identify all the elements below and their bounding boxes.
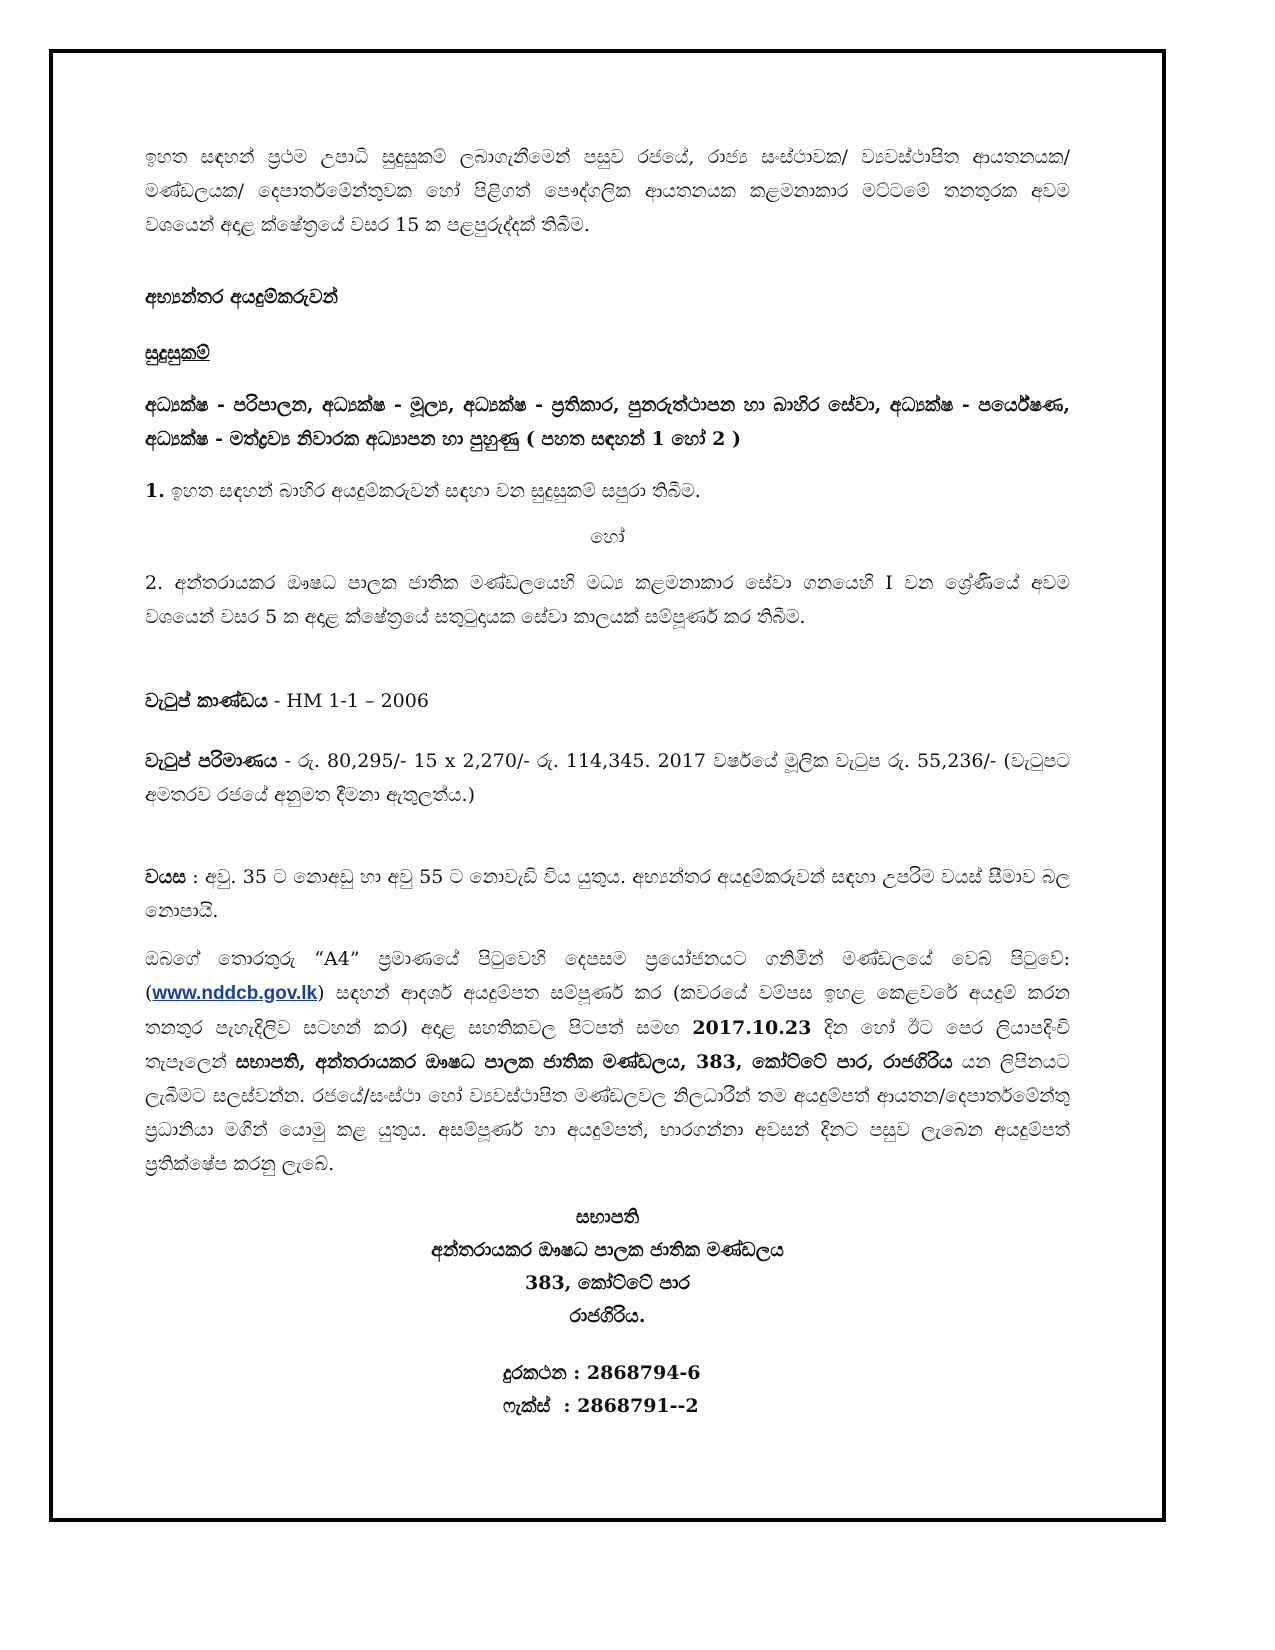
application-instructions [145, 942, 1070, 1181]
salary-code-label: වැටුප් කාණ්ඩය [145, 690, 268, 712]
apply-text-2: ) සඳහන් ආදර්ශ අයදුම්පත සම්පූර්ණ කර (කවරයේ වම්පස ඉහළ කෙළවරේ අයදුම් කරන තනතුර පැහැදිලිව සටහන් කර) අදාළ සහතිකවල පිටපත් සමඟ [145, 982, 1070, 1039]
signature-city: රාජගිරිය. [569, 1305, 646, 1327]
salary-code-value: - HM 1-1 – 2006 [267, 690, 429, 712]
closing-date: 2017.10.23 [692, 1017, 812, 1039]
or-separator: හෝ [590, 526, 625, 548]
fax-label: ෆැක්ස් [503, 1395, 551, 1417]
age-requirement [145, 860, 1070, 928]
phone-label: දුරකථන [503, 1362, 567, 1384]
signature-org: අන්තරායකර ඖෂධ පාලක ජාතික මණ්ඩලය [431, 1239, 784, 1261]
website-link[interactable]: www.nddcb.gov.lk [152, 983, 318, 1004]
internal-applicants-heading: අභ්‍යන්තර අයදුම්කරුවන් [145, 286, 338, 308]
apply-text-4: යන ලිපිනයට ලැබීමට සලස්වන්න. රජයේ/සංස්ථා හෝ ව්‍යවස්ථාපිත මණ්ඩලවල නිලධාරීන් තම අයදුම්පත් ආයතන/දෙපාර්තමේන්තු ප්‍රධානියා මගින් යොමු කළ යුතුය. අසම්පූර්ණ හා අයදුම්පත්, භාරගන්නා අවසන් දිනට පසුව ලැබෙන අයදුම්පත් ප්‍රතික්ෂේප කරනු ලැබේ. [145, 1051, 1071, 1175]
salary-scale-label: වැටුප් පරිමාණය [145, 750, 278, 772]
apply-text-1: ඔබගේ තොරතුරු “A4” ප්‍රමාණයේ පිටුවෙහි දෙපසම ප්‍රයෝජනයට ගනිමින් මණ්ඩලයේ වෙබ් පිටුවේ: ( [145, 948, 1070, 1004]
intro-paragraph: ඉහත සඳහන් ප්‍රථම උපාධි සුදුසුකම් ලබාගැනීමෙන් පසුව රජයේ, රාජ්‍ය සංස්ථාවක/ ව්‍යවස්ථාපිත ආයතනයක/ මණ්ඩලයක/ දෙපාර්තමේන්තුවක හෝ පිළිගත් පෞද්ගලික ආයතනයක කළමනාකාර මට්ටමේ තනතුරක අවම වශයෙන් අදාළ ක්ෂේත්‍රයේ වසර 15 ක පළපුරුද්දක් තිබීම. [145, 146, 1070, 236]
option-2: 2. අන්තරායකර ඖෂධ පාලක ජාතික මණ්ඩලයෙහි මධ්‍ය කළමනාකාර සේවා ගනයෙහි I වන ශ්‍රේණියේ අවම වශයෙන් වසර 5 ක අදාළ ක්ෂේත්‍රයේ සතුටුදායක සේවා කාලයක් සම්පූර්ණ කර තිබීම. [145, 572, 1070, 628]
age-label: වයස [145, 866, 186, 888]
option-1-number: 1. [145, 480, 165, 502]
salary-scale-value: - රු. 80,295/- 15 x 2,270/- රු. 114,345. 2017 වර්ෂයේ මූලික වැටුප රු. 55,236/- (වැටුපට අමතරව රජයේ අනුමත දීමනා ඇතුලත්ය.) [145, 750, 1070, 806]
postal-address-inline: සභාපති, අන්තරායකර ඖෂධ පාලක ජාතික මණ්ඩලය, 383, කෝට්ටේ පාර, රාජගිරිය [235, 1051, 953, 1073]
salary-scale [145, 744, 1070, 812]
option-1 [145, 474, 1070, 508]
fax-line [503, 1390, 1070, 1423]
qualifications-heading: සුදුසුකම් [145, 342, 210, 364]
phone-number: : 2868794-6 [566, 1362, 701, 1384]
fax-number: : 2868791--2 [550, 1395, 699, 1417]
signature-street: 383, කෝට්ටේ පාර [525, 1272, 690, 1294]
phone-line [503, 1357, 1070, 1390]
signature-title: සභාපති [575, 1206, 640, 1228]
posts-list: අධ්‍යක්ෂ - පරිපාලන, අධ්‍යක්ෂ - මූල්‍ය, අධ්‍යක්ෂ - ප්‍රතිකාර, පුනරුත්ථාපන හා බාහිර සේවා, අධ්‍යක්ෂ - පර්යේෂණ, අධ්‍යක්ෂ - මත්ද්‍රව්‍ය නිවාරක අධ්‍යාපන හා පුහුණු ( පහත සඳහන් 1 හෝ 2 ) [145, 394, 1070, 450]
document-body [145, 140, 1070, 1423]
age-value: : අවු. 35 ට නොඅඩු හා අවු 55 ට නොවැඩි විය යුතුය. අභ්‍යන්තර අයදුම්කරුවන් සඳහා උපරිම වයස් සීමාව බල නොපායි. [145, 866, 1070, 922]
option-1-text: ඉහත සඳහන් බාහිර අයදුම්කරුවන් සඳහා වන සුදුසුකම් සපුරා තිබීම. [170, 480, 701, 502]
signature-block [145, 1201, 1070, 1333]
salary-code [145, 684, 1070, 718]
apply-text-3: දින හෝ ඊට පෙර ලියාපදිංචි තැපෑලෙන් [145, 1017, 1070, 1073]
contact-block [145, 1357, 1070, 1423]
